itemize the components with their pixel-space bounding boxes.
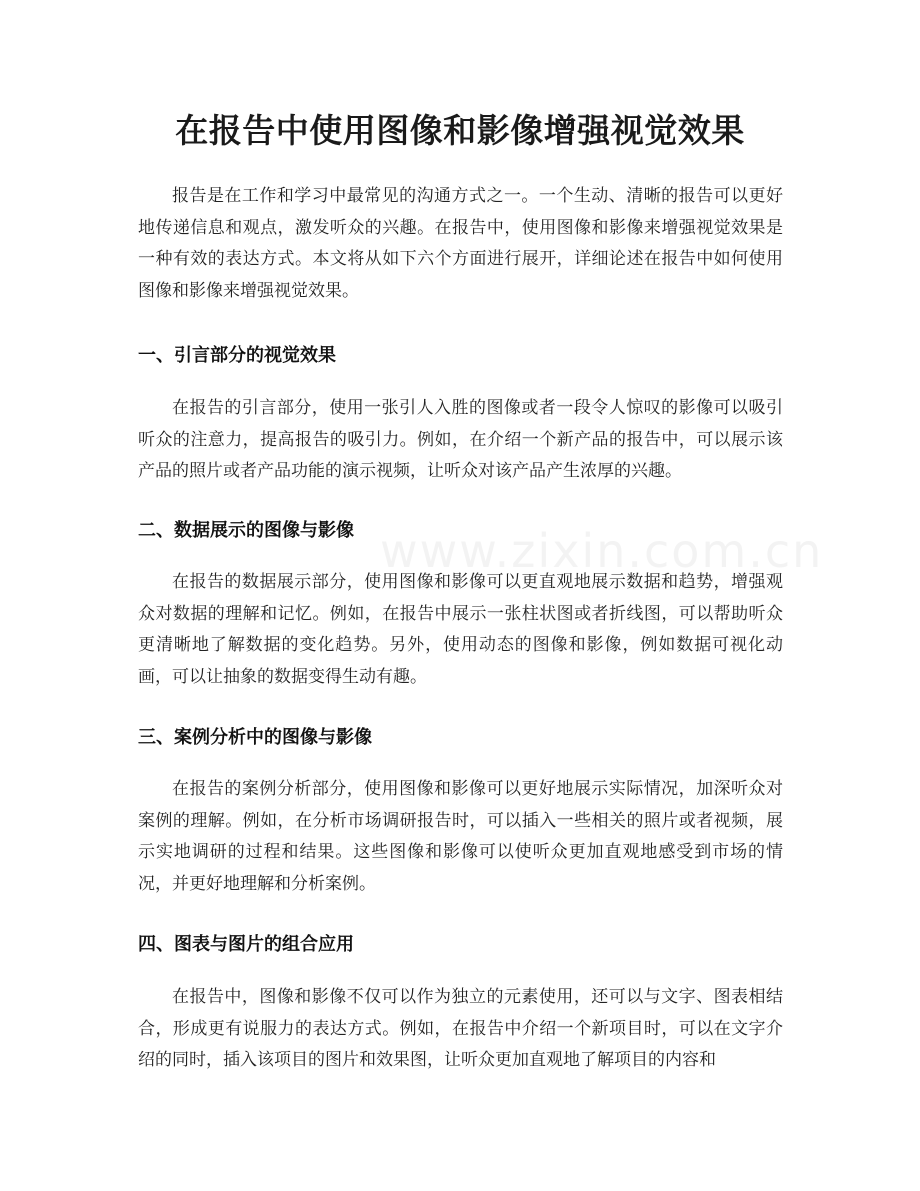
document-title: 在报告中使用图像和影像增强视觉效果 bbox=[175, 111, 745, 150]
section-body-1: 在报告的引言部分，使用一张引人入胜的图像或者一段令人惊叹的影像可以吸引听众的注意力，提高报告的吸引力。例如，在介绍一个新产品的报告中，可以展示该产品的照片或者产品功能的演示视频，让听众对该产品产生浓厚的兴趣。 bbox=[138, 398, 783, 481]
section-heading-1: 一、引言部分的视觉效果 bbox=[138, 345, 336, 366]
section-heading-4: 四、图表与图片的组合应用 bbox=[138, 934, 354, 955]
intro-paragraph: 报告是在工作和学习中最常见的沟通方式之一。一个生动、清晰的报告可以更好地传递信息和观点，激发听众的兴趣。在报告中，使用图像和影像来增强视觉效果是一种有效的表达方式。本文将从如下六个方面进行展开，详细论述在报告中如何使用图像和影像来增强视觉效果。 bbox=[138, 186, 783, 301]
section-body-2: 在报告的数据展示部分，使用图像和影像可以更直观地展示数据和趋势，增强观众对数据的理解和记忆。例如，在报告中展示一张柱状图或者折线图，可以帮助听众更清晰地了解数据的变化趋势。另外，使用动态的图像和影像，例如数据可视化动画，可以让抽象的数据变得生动有趣。 bbox=[138, 572, 783, 687]
section-heading-2: 二、数据展示的图像与影像 bbox=[138, 520, 354, 541]
watermark: www.zixin.com.cn bbox=[380, 524, 824, 578]
section-heading-3: 三、案例分析中的图像与影像 bbox=[138, 727, 372, 748]
section-body-4: 在报告中，图像和影像不仅可以作为独立的元素使用，还可以与文字、图表相结合，形成更有说服力的表达方式。例如，在报告中介绍一个新项目时，可以在文字介绍的同时，插入该项目的图片和效果图，让听众更加直观地了解项目的内容和 bbox=[138, 987, 783, 1070]
section-body-3: 在报告的案例分析部分，使用图像和影像可以更好地展示实际情况，加深听众对案例的理解。例如，在分析市场调研报告时，可以插入一些相关的照片或者视频，展示实地调研的过程和结果。这些图像和影像可以使听众更加直观地感受到市场的情况，并更好地理解和分析案例。 bbox=[138, 779, 783, 894]
